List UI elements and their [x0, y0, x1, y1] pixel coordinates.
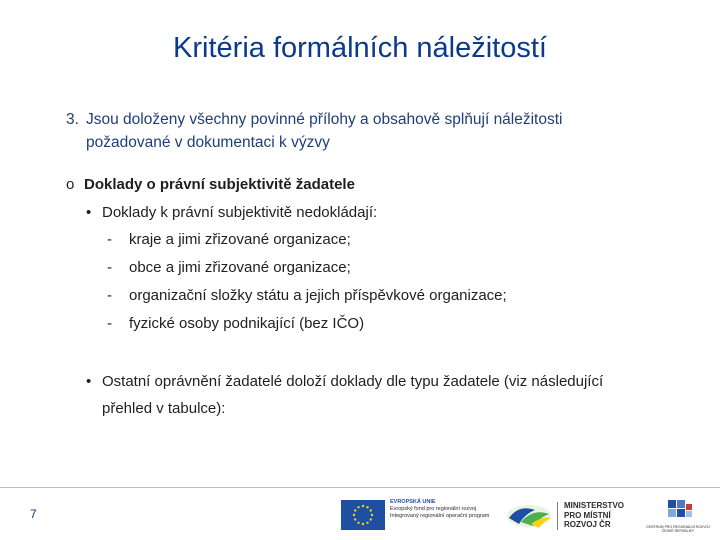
- crr-logo-text: CENTRUM PRO REGIONÁLNÍ ROZVOJ ČESKÉ REPUBLIKY: [646, 525, 710, 533]
- circle-bullet-icon: o: [66, 176, 75, 193]
- dash-icon: -: [107, 287, 112, 304]
- footer-logos: [335, 494, 720, 538]
- dash-item-text: kraje a jimi zřizované organizace;: [129, 231, 351, 248]
- criterion-point: [66, 108, 696, 154]
- irop-logo-icon: [505, 502, 553, 530]
- eu-logo-text: EVROPSKÁ UNIE Evropský fond pro regionální rozvoj Integrovaný regionální operační program: [390, 499, 490, 519]
- bullet-icon: •: [86, 204, 92, 221]
- dash-icon: -: [107, 315, 112, 332]
- mmr-logo-text: MINISTERSTVO PRO MÍSTNÍ ROZVOJ ČR: [564, 501, 625, 529]
- slide-title: Kritéria formálních náležitostí: [173, 32, 547, 64]
- bullet2-text-line1: Ostatní oprávnění žadatelé doloží doklady dle typu žadatele (viz následující: [102, 373, 604, 390]
- eu-flag-icon: [341, 500, 385, 530]
- dash-item: [107, 287, 507, 304]
- dash-icon: -: [107, 231, 112, 248]
- criterion-text-line2: požadované v dokumentaci k výzvy: [86, 134, 330, 151]
- bullet-icon: •: [86, 373, 92, 390]
- subheading-text: Doklady o právní subjektivitě žadatele: [84, 176, 355, 193]
- subheading: [66, 176, 355, 193]
- footer-divider: [0, 487, 720, 488]
- dash-item: [107, 315, 364, 332]
- bullet-text: Doklady k právní subjektivitě nedokládají:: [102, 204, 378, 221]
- dash-item-text: fyzické osoby podnikající (bez IČO): [129, 315, 365, 332]
- dash-item: [107, 231, 351, 248]
- logo-separator: [557, 502, 558, 530]
- criterion-text-line1: Jsou doloženy všechny povinné přílohy a obsahově splňují náležitosti: [86, 111, 563, 128]
- criterion-number: 3.: [66, 111, 79, 128]
- dash-item-text: organizační složky státu a jejich příspěvkové organizace;: [129, 287, 507, 304]
- page-number: 7: [30, 507, 37, 521]
- bullet-item: [86, 202, 377, 224]
- dash-item: [107, 259, 351, 276]
- bullet2-text-line2: přehled v tabulce):: [102, 400, 226, 417]
- dash-item-text: obce a jimi zřizované organizace;: [129, 259, 351, 276]
- dash-icon: -: [107, 259, 112, 276]
- bullet-item-2: [86, 368, 686, 422]
